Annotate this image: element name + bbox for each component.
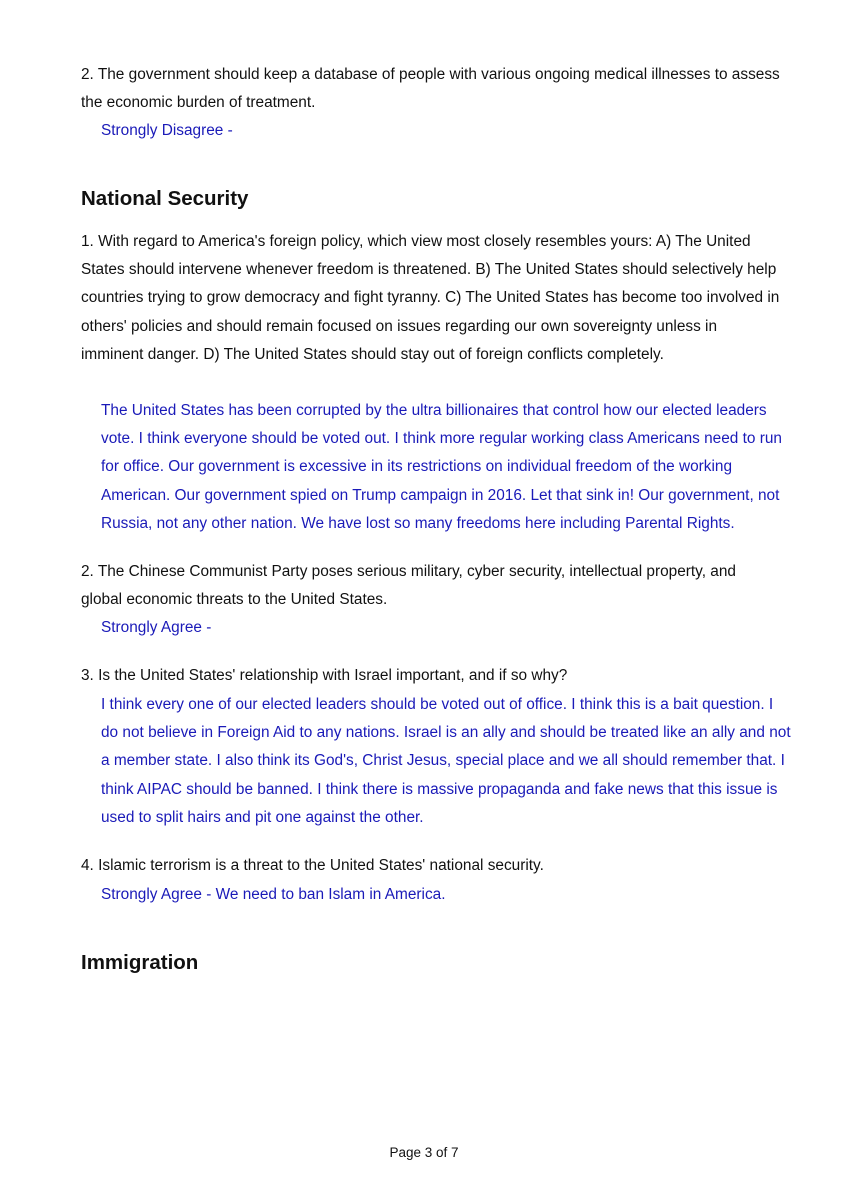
health-answer-2: Strongly Disagree -: [101, 122, 233, 139]
national-security-question-1: 1. With regard to America's foreign policy, which view most closely resembles yours: A) The United States should intervene whenever freedom is threatened. B) The United States should selectively help countries trying to grow democracy and fight tyranny. C) The United States has become too involved in others' policies and should remain focused on issues regarding our own sovereignty unless in imminent danger. D) The United States should stay out of foreign conflicts completely.: [81, 233, 780, 363]
national-security-question-2: 2. The Chinese Communist Party poses serious military, cyber security, intellectual property, and global economic threats to the United States.: [81, 563, 736, 609]
immigration-heading: Immigration: [81, 951, 199, 974]
national-security-question-4: 4. Islamic terrorism is a threat to the United States' national security.: [81, 857, 544, 874]
health-question-2: 2. The government should keep a database of people with various ongoing medical illnesses to assess the economic burden of treatment.: [81, 66, 780, 112]
national-security-question-3: 3. Is the United States' relationship with Israel important, and if so why?: [81, 667, 568, 684]
page-number: Page 3 of 7: [389, 1145, 459, 1160]
national-security-answer-4: Strongly Agree - We need to ban Islam in America.: [101, 886, 446, 903]
national-security-heading: National Security: [81, 187, 249, 210]
national-security-answer-2: Strongly Agree -: [101, 619, 212, 636]
national-security-answer-1: The United States has been corrupted by the ultra billionaires that control how our elected leaders vote. I think everyone should be voted out. I think more regular working class Americans need to run for office. Our government is excessive in its restrictions on individual freedom of the working American. Our government spied on Trump campaign in 2016. Let that sink in! Our government, not Russia, not any other nation. We have lost so many freedoms here including Parental Rights.: [101, 402, 782, 532]
national-security-answer-3: I think every one of our elected leaders should be voted out of office. I think this is a bait question. I do not believe in Foreign Aid to any nations. Israel is an ally and should be treated like an ally and not a member state. I also think its God's, Christ Jesus, special place and we all should remember that. I think AIPAC should be banned. I think there is massive propaganda and fake news that this issue is used to split hairs and pit one against the other.: [101, 696, 791, 826]
